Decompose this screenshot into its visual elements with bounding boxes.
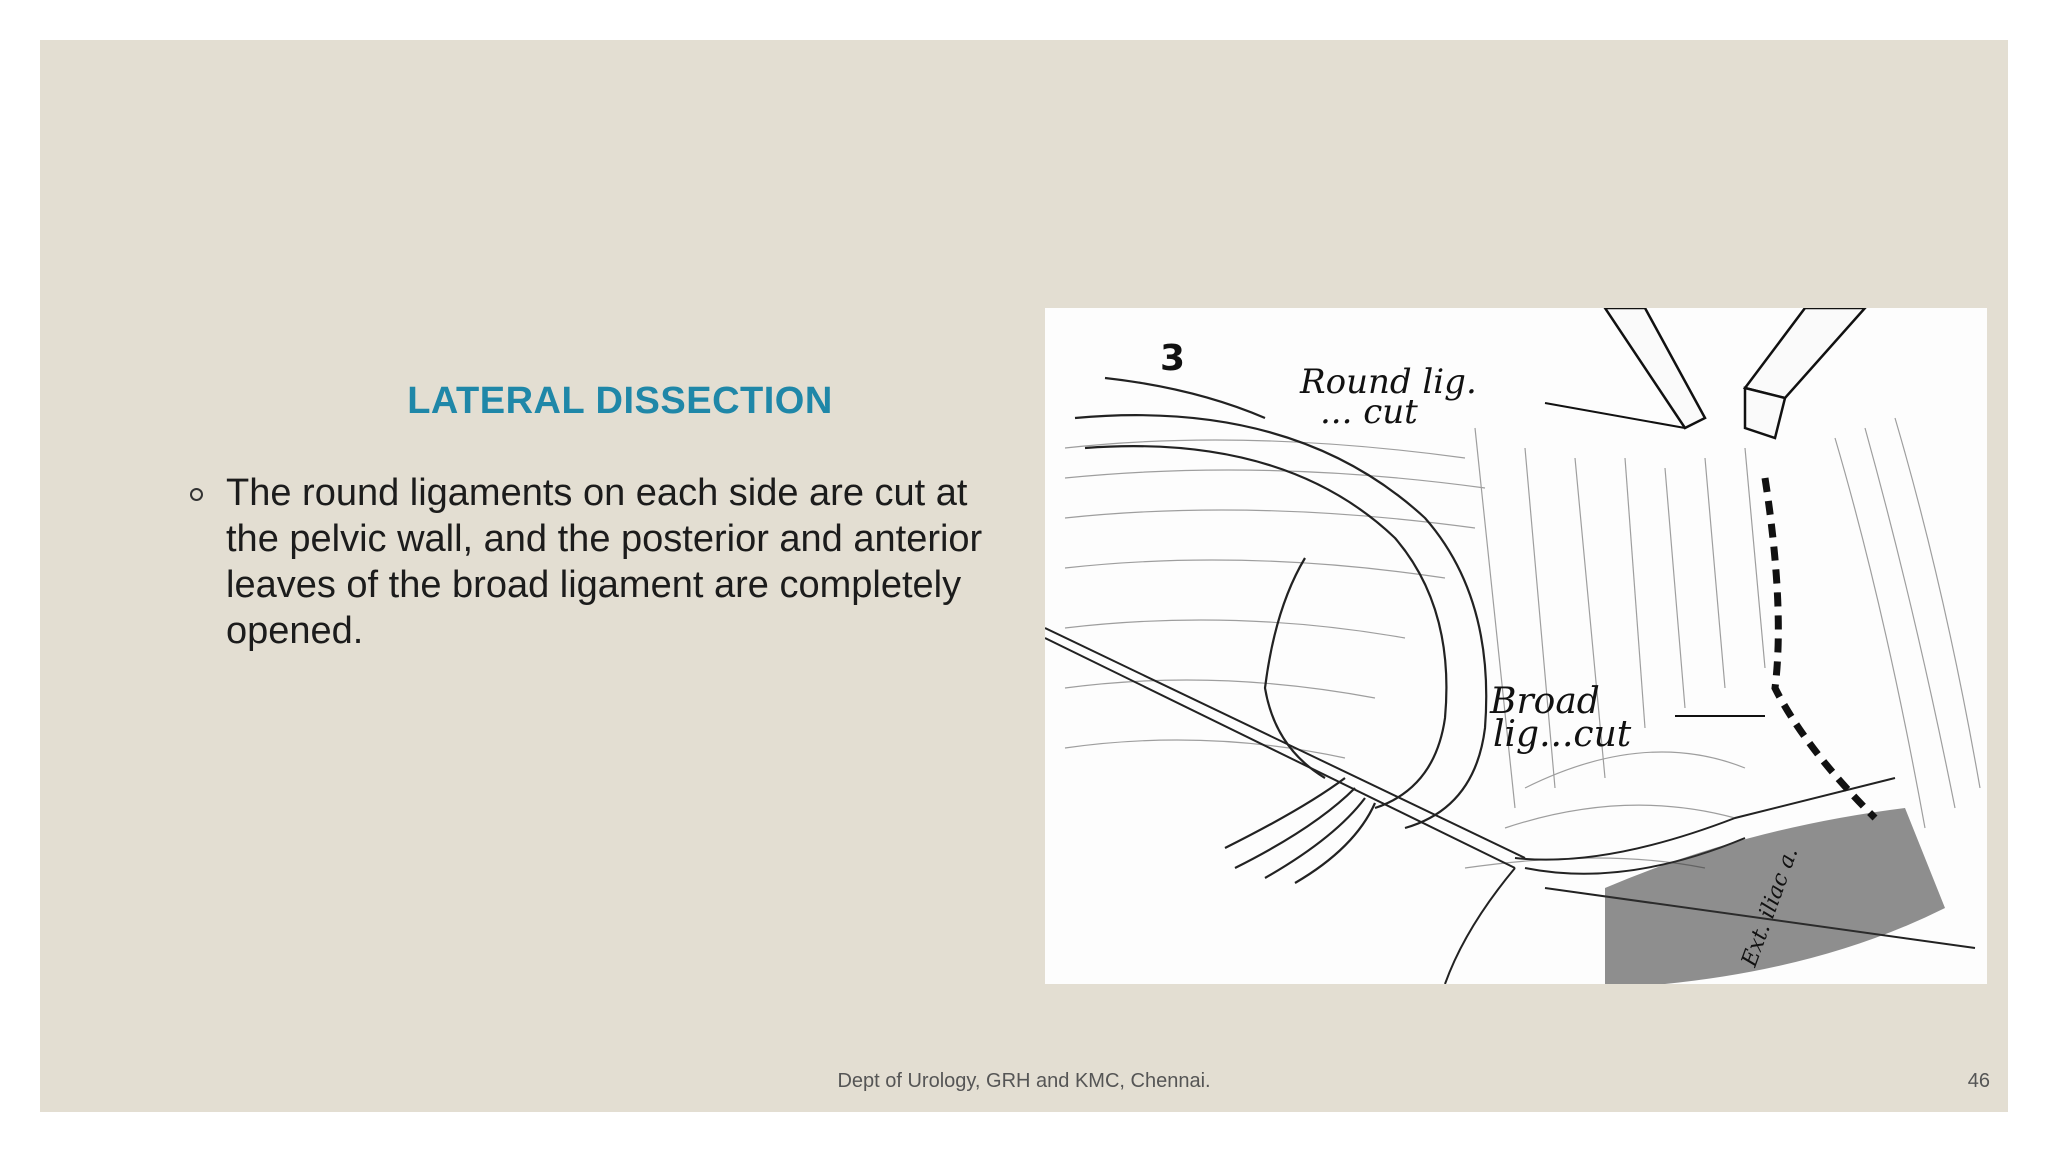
label-external-iliac: Ext. iliac a. [1737, 844, 1804, 971]
bullet-text: The round ligaments on each side are cut at the pelvic wall, and the posterior and anterior leaves of the broad ligament are completely opened. [226, 472, 983, 652]
slide-title: LATERAL DISSECTION [407, 380, 833, 422]
slide [40, 40, 2008, 1112]
bullet-item [190, 470, 1020, 654]
label-broad-cut: lig...cut [1493, 714, 1632, 755]
figure-number: 3 [1160, 338, 1186, 379]
label-round-cut: ... cut [1320, 392, 1418, 432]
label-broad-ligament: Broad [1490, 681, 1600, 722]
page-number: 46 [1967, 1070, 1990, 1092]
bullet-list [190, 470, 1020, 654]
label-round-ligament: Round lig. [1300, 362, 1477, 402]
illustration-drawing [1045, 308, 1987, 984]
surgical-illustration [1045, 308, 1987, 984]
slide-footer: Dept of Urology, GRH and KMC, Chennai. [837, 1070, 1211, 1092]
bullet-circle-icon [190, 488, 203, 501]
